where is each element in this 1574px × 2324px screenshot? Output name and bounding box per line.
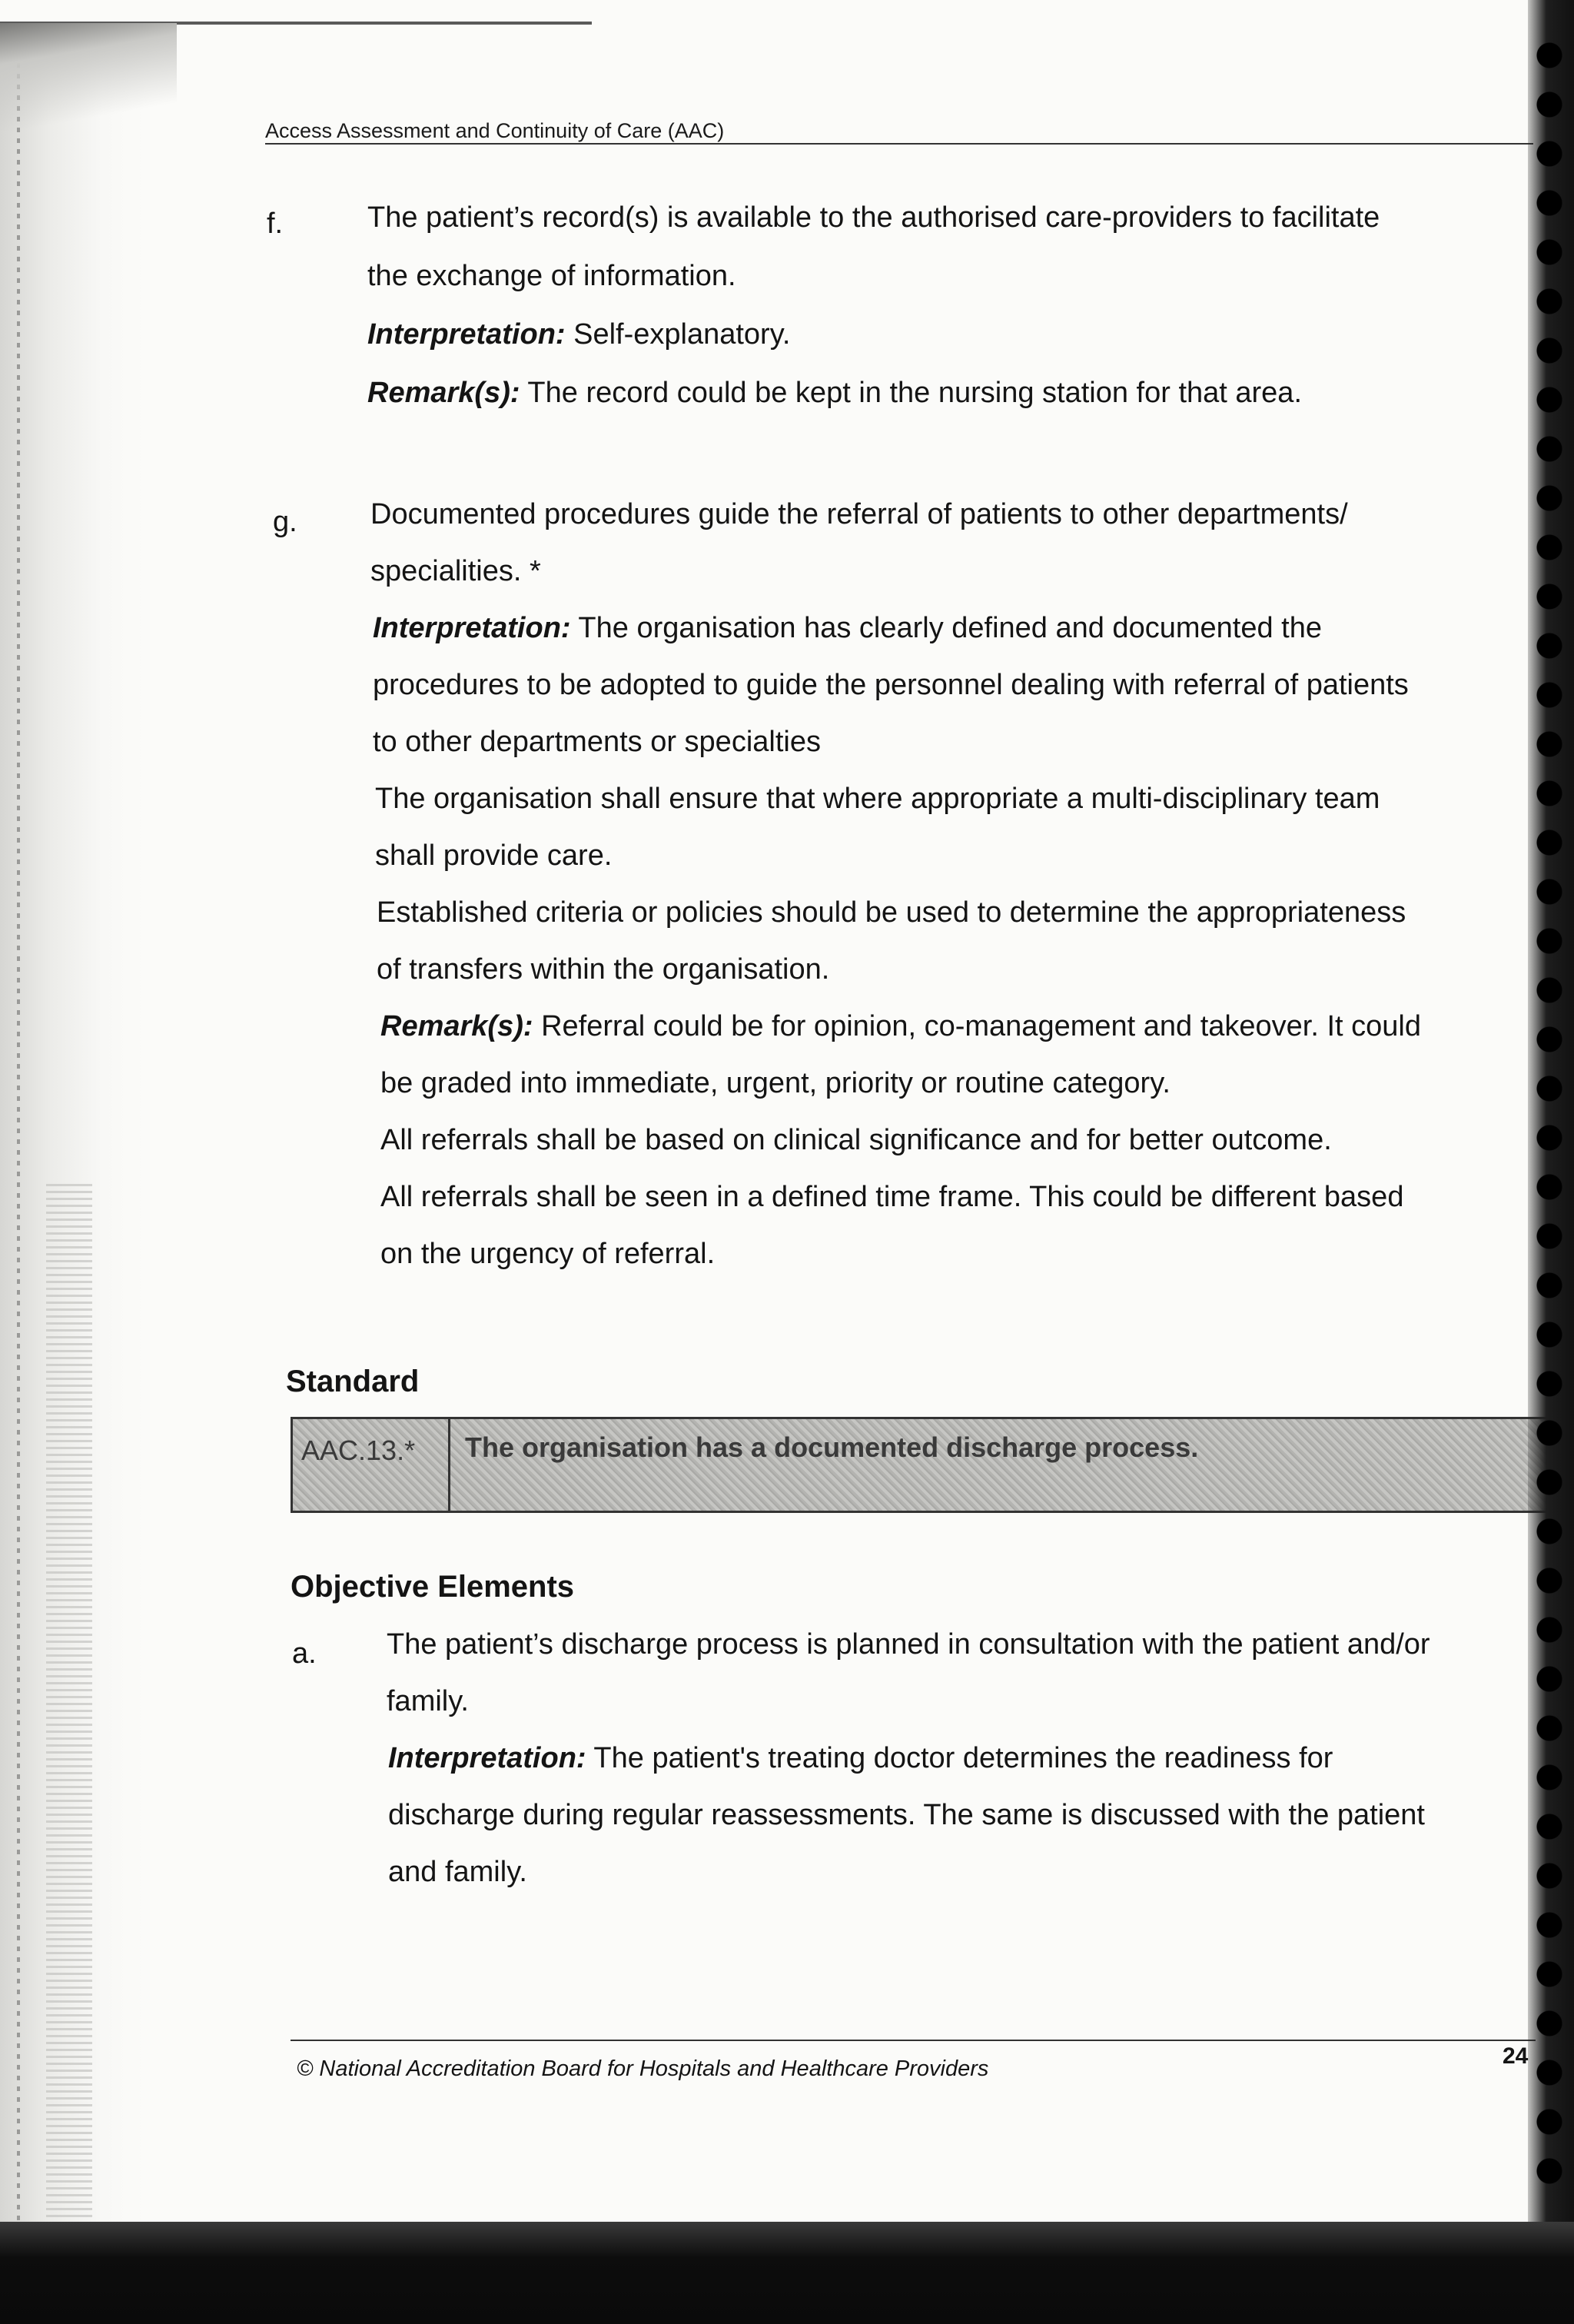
item-g-interp-line-6: of transfers within the organisation.	[377, 953, 830, 986]
item-g-interp-line-2: to other departments or specialties	[373, 726, 821, 758]
item-g-interp-line-3: The organisation shall ensure that where appropriate a multi-disciplinary team	[375, 783, 1380, 815]
remark-label: Remark(s):	[380, 1010, 533, 1042]
objective-a-interp-line-1: discharge during regular reassessments. The same is discussed with the patient	[388, 1799, 1425, 1831]
item-f-marker: f.	[267, 208, 284, 240]
item-g-remark	[380, 1010, 1421, 1043]
item-g-remark-line-4: on the urgency of referral.	[380, 1238, 716, 1270]
item-f-remark	[367, 377, 1302, 410]
item-f-line-2: the exchange of information.	[367, 260, 736, 292]
interpretation-text: Self-explanatory.	[565, 318, 791, 351]
page-number: 24	[1503, 2043, 1529, 2069]
item-g-remark-line-2: All referrals shall be based on clinical significance and for better outcome.	[380, 1124, 1332, 1156]
objective-a-interpretation	[388, 1742, 1333, 1775]
objective-heading: Objective Elements	[291, 1570, 575, 1604]
interpretation-label: Interpretation:	[367, 318, 566, 351]
interpretation-label: Interpretation:	[388, 1742, 586, 1774]
objective-a-line-1: The patient’s discharge process is planned in consultation with the patient and/or	[387, 1628, 1430, 1661]
header-rule	[265, 143, 1533, 145]
item-g-marker: g.	[273, 506, 297, 538]
item-g-interp-line-4: shall provide care.	[375, 839, 613, 872]
remark-text: The record could be kept in the nursing station for that area.	[520, 377, 1302, 409]
standard-divider	[448, 1417, 450, 1513]
item-g-interp-line-1: procedures to be adopted to guide the personnel dealing with referral of patients	[373, 669, 1409, 701]
item-g-interpretation	[373, 612, 1322, 645]
footer-copyright: © National Accreditation Board for Hospitals and Healthcare Providers	[297, 2056, 989, 2081]
item-g-remark-line-1: be graded into immediate, urgent, priority or routine category.	[380, 1067, 1171, 1099]
objective-a-interp-line-2: and family.	[388, 1856, 527, 1888]
footer-rule	[291, 2040, 1536, 2041]
standard-code: AAC.13.*	[301, 1435, 416, 1466]
standard-heading: Standard	[286, 1365, 420, 1398]
item-g-line-1: Documented procedures guide the referral of patients to other departments/	[370, 498, 1348, 530]
interpretation-label: Interpretation:	[373, 612, 571, 644]
corner-shadow	[0, 23, 177, 131]
remark-text: Referral could be for opinion, co-management and takeover. It could	[533, 1010, 1421, 1042]
objective-a-line-2: family.	[387, 1685, 469, 1717]
item-g-interp-line-5: Established criteria or policies should be used to determine the appropriateness	[377, 896, 1406, 929]
item-g-line-2: specialities. *	[370, 555, 541, 587]
standard-text: The organisation has a documented discharge process.	[465, 1431, 1199, 1463]
item-f-line-1: The patient’s record(s) is available to the authorised care-providers to facilitate	[367, 201, 1380, 234]
running-header: Access Assessment and Continuity of Care (AAC)	[265, 119, 725, 142]
remark-label: Remark(s):	[367, 377, 520, 409]
item-f-interpretation	[367, 318, 790, 351]
item-g-remark-line-3: All referrals shall be seen in a defined time frame. This could be different based	[380, 1181, 1404, 1213]
interpretation-text: The organisation has clearly defined and documented the	[570, 612, 1322, 644]
spiral-binding	[1528, 0, 1574, 2324]
scan-edge-shadow	[0, 31, 146, 2260]
interpretation-text: The patient's treating doctor determines the readiness for	[586, 1742, 1333, 1774]
objective-a-marker: a.	[292, 1637, 317, 1670]
scan-bottom-shadow	[0, 2222, 1574, 2324]
